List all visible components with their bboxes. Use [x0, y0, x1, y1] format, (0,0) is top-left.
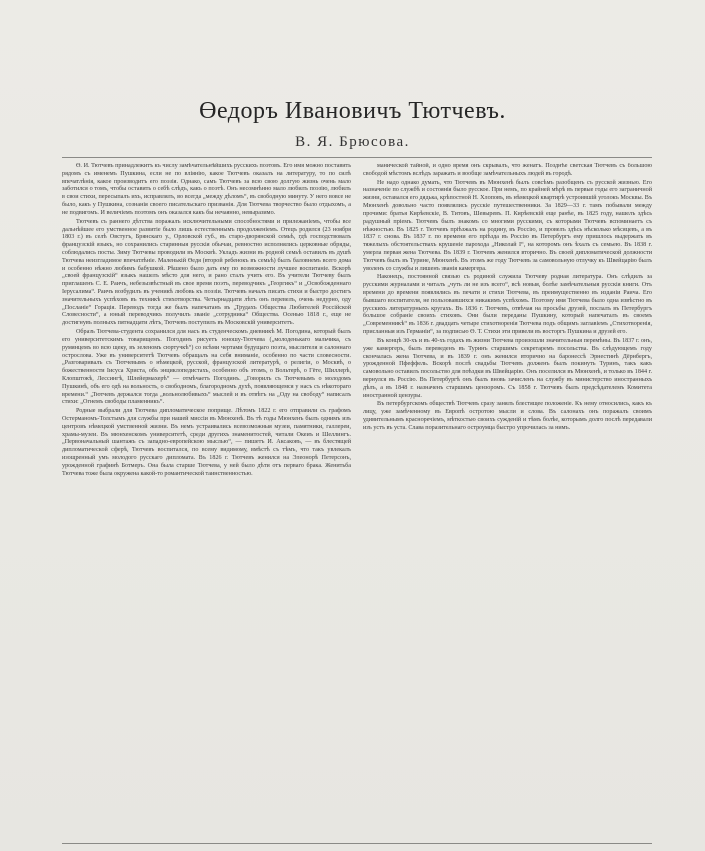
- paragraph: Родные выбрали для Тютчева дипломатическое поприще. Лѣтомъ 1822 г. его отправили съ графомъ Остерманомъ-Толстымъ для службы при нашей миссіи въ Мюнхенѣ. Въ тѣ годы Мюнхенъ былъ однимъ изъ центровъ нѣмецкой умственной жизни. Въ немъ устраивались всевозможныя музеи, памятники, галлереи, храмы-музеи. Въ мюнхенскомъ университетѣ, среди другихъ знаменитостей, читали Океиъ и Шеллингъ. „Первоначальный шантажъ съ западно-европейскою мыслью“, — пишетъ И. Аксаковъ, — въ блестящей дипломатической сферѣ, Тютчевъ воспитался, по всему видимому, вмѣстѣ съ тѣмъ, что такъ увлекалъ изощренный умъ молодого русскаго дипломата. Въ 1826 г. Тютчевъ женился на Элеонорѣ Петерсонъ, урожденной графинѣ Ботмеръ. Она была старше Тютчева, у ней было дѣти отъ перваго брака. Женитьба Тютчева тоже была окружена какой-то романтической таинственностью.: [62, 408, 351, 477]
- article-author: В. Я. Брюсова.: [295, 134, 410, 150]
- right-column: [363, 163, 652, 839]
- article-body: [62, 163, 652, 839]
- top-rule: [62, 157, 652, 158]
- paragraph: Наконецъ, постоянной связью съ родиной служила Тютчеву родная литература. Онъ слѣдилъ за русскими журналами и читалъ „чуть ли не изъ всего“, всѣ новыя, болѣе замѣчательныя русскія книги. Отъ времени до времени появлялись въ печати и стихи Тютчева, въ преимущественно въ изданіи Раича. Его бывшаго воспитателя, не пользовавшихся никакимъ успѣхомъ. Поэтому имя Тютчева было одна извѣстно въ русскихъ литературныхъ кругахъ. Въ 1836 г. Тютчевъ, отвѣчая на просьбы друзей, послалъ въ Петербургъ большое собраніе своихъ стиховъ. Они были переданы Пушкину, который напечаталъ въ своемъ „Современникѣ“ въ 1836 г. двадцать четыре стихотворенія Тютчева подъ общимъ заглавіемъ „Стихотворенія, присланныя изъ Германіи“, за подписью Ө. Т. Стихи эти привели въ восторгъ Пушкина и друзей его.: [363, 274, 652, 336]
- paragraph: манической тайной, и одно время онъ скрывалъ, что женатъ. Позднѣе светская Тютчевъ съ большою свободой мѣстомъ вслѣдъ заражать и вообще замѣчательныхъ людей въ городѣ.: [363, 163, 652, 177]
- paragraph: Ө. И. Тютчевъ принадлежитъ къ числу замѣчательнѣйшихъ русскихъ поэтовъ. Его имя можно поставить рядомъ съ именемъ Пушкина, если не по вліянію, какое Тютчевъ оказалъ на литературу, то по силѣ впечатлѣнія, какое производитъ его поэзія. Однако, самъ Тютчевъ за всю свою долгую жизнь очень мало заботился о томъ, чтобы оставить о себѣ слѣдъ, какъ о поэтѣ. Онъ несомнѣнно мало любилъ поэзію, любилъ в свои стихи, пересыпалъ ихъ, исправлялъ, во всегда „между дѣломъ“, въ свободную минуту. У него вовсе не было, какъ у Пушкина, сознанія своего писательскаго призванія. Для Тютчева творчество было отдыхомъ, а не подвигомъ. И величіемъ поэтомъ онъ оказался какъ бы нечаянно, невыразимо.: [62, 163, 351, 216]
- bottom-rule: [62, 843, 652, 844]
- paragraph: Тютчевъ съ раннего дѣтства поражалъ исключительными способностями и прилежаніемъ, чтобы все дальнѣйшее его умственное развитіе было лишь естественнымъ продолженіемъ. Отецъ родился (23 ноября 1803 г.) въ селѣ Овстугъ, Брянскаго у., Орловской губ., въ старо-дворянской семьѣ, гдѣ господствовалъ французскій языкъ, но сохранились старинныя русскія обычаи, ревностно исполнялись церковные обряды, соблюдались посты. Зиму Тютчевы проводили въ Москвѣ. Укладъ жизни въ родной семьѣ оставилъ въ душѣ Тютчева неизгладимое впечатлѣніе. Маленькій Өедя (второй ребенокъ въ семьѣ) былъ баловнемъ всего дома и особенно нѣжно любимъ бабушкой. Рѣшено было дать ему по возможности лучшее воспитаніе. Вскорѣ „своей французскій“ языкъ нашелъ мѣсто для него, и рано сталъ учить его. Въ учители Тютчеву былъ приглашенъ С. Е. Раичъ, небезызвѣстный въ свое время поэтъ, переводчикъ „Георгикъ“ и „Освобожденнаго Іерусалима“. Раичъ возбудилъ въ ученикѣ любовь къ поэзіи. Тютчевъ началъ писать стихи и быстро достигъ значительныхъ успѣховъ въ техникѣ стихотворства. Четырнадцати лѣтъ онъ перевелъ, очень недурно, оду „Посланіе“ Горація. Переводъ тогда же былъ напечатанъ въ „Трудахъ Общества Любителей Россійской Словесности“, а юный переводчикъ получилъ званіе „сотрудника“ Общества. Осенью 1818 г., еще не достигнувъ полныхъ пятнадцати лѣтъ, Тютчевъ поступилъ въ Московскій университетъ.: [62, 218, 351, 327]
- paragraph: Въ петербургскомъ обществѣ Тютчевъ сразу занялъ блестящее положеніе. Къ нему относились, какъ къ лицу, уже замѣченному въ Европѣ остротою мысли и слова. Въ салонахъ онъ поражалъ своимъ удивительнымъ красноречіемъ, мѣткостью своихъ сужденій и тѣмъ болѣе, которымъ долго послѣ передавали изъ устъ въ уста. Слава поразительнаго остроумца быстро упрочилась за нимъ.: [363, 401, 652, 431]
- paragraph: Въ концѣ 30-хъ и въ 40-хъ годахъ въ жизни Тютчева произошли значительныя перемѣны. Въ 1837 г. онъ, уже камергеръ, былъ переведенъ въ Туринъ старшимъ секретаремъ посольства. Въ слѣдующемъ году скончалась жена Тютчева, и въ 1839 г. онъ женился вторично на баронессѣ Эрнестинѣ Дёрнбергъ, урожденной Пфеффель. Вскорѣ послѣ свадьбы Тютчевъ долженъ былъ покинуть Туринъ, такъ какъ самовольно оставилъ посольство для поѣздки въ Швейцарію. Онъ поселился въ Мюнхенѣ, и только въ 1844 г. вернулся въ Россію. Въ Петербургѣ онъ былъ вновь зачисленъ на службу въ министерство иностранныхъ дѣлъ, а въ 1848 г. назначенъ старшимъ цензоромъ. Съ 1858 г. Тютчевъ былъ предсѣдателемъ Комитета иностранной цензуры.: [363, 337, 652, 399]
- paragraph: Образъ Тютчева-студента сохранился для насъ въ студенческомъ дневникѣ М. Погодина, который былъ его университетскимъ товарищемъ. Погодинъ рисуетъ юношу-Тютчева („молоденькаго мальчика, съ румянцемъ во всю щеку, въ зеленомъ сюртучкѣ“) со всѣми чертами будущаго поэта, мыслителя и салоннаго острослова. Уже въ университетѣ Тютчевъ обращалъ на себя вниманіе, особенно по части словесности. „Разговаривалъ съ Тютчевымъ о нѣмецкой, русской, французской литературѣ, о религіи, о Москвѣ, о божественности Іисуса Христа, объ энциклопедистахъ, особенно объ этомъ, о Вольтерѣ, о Гёте, Шиллерѣ, Клопштокѣ, Лессингѣ, Шлейермахерѣ“ — отмѣчаетъ Погодинъ. „Говорилъ съ Тютчевымъ о молодомъ Пушкинѣ, объ его одѣ на вольность, о свободномъ, благородномъ духѣ, появляющемся у насъ съ нѣкотораго времени.“ „Тютчевъ держался тогда „вольнолюбивыхъ“ мыслей и въ отвѣтъ на „Оду на свободу“ написалъ стихи: „Огнемъ свободы пламенникъ“.: [62, 329, 351, 406]
- left-column: [62, 163, 351, 839]
- article-title: Өедоръ Ивановичъ Тютчевъ.: [199, 98, 506, 124]
- paragraph: Не надо однако думать, что Тютчевъ въ Мюнхенѣ былъ совсѣмъ разобщенъ съ русской жизнью. Его назначеніе по службѣ и состоянія было русское. При немъ, по крайней мѣрѣ въ первые годы его заграничной жизни, оставался его дядька, крѣпостной Н. Хлоповъ, въ нѣмецкой квартирѣ устроившій уголокъ Москвы. Въ Мюнхенѣ довольно часто появлялись русскіе путешественники. За 1829—33 г. тамъ побывали между прочими: братья Кирѣевскіе, В. Титовъ, Шевыревъ. П. Кирѣевскій еще ранѣе, въ 1825 году, нашелъ здѣсь радушный пріемъ. Тютчевъ былъ знакомъ со многими русскими, съ которыми Тютчевъ вспоминаетъ съ нѣжностью. Въ 1825 г. Тютчевъ пріѣзжалъ на родину, въ Россію, и провелъ здѣсь нѣсколько мѣсяцевъ, а въ 1837 г. снова. Въ 1837 г. по времени его пріѣзда въ Россію въ Петербургъ ему пришлось выдержать въ тяжелыхъ обстоятельствахъ крушеніе парохода „Николай I“, на которомъ онъ ѣхалъ съ семьею. Въ 1838 г. умерла первая жена Тютчева. Въ 1839 г. Тютчевъ женился вторично. Въ своей дипломатической должности Тютчевъ былъ въ Турине, Мюнхенѣ. Въ этомъ же году Тютчевъ за самовольную отлучку къ Швейцарію былъ уволенъ со службы и лишенъ званія камергера.: [363, 179, 652, 272]
